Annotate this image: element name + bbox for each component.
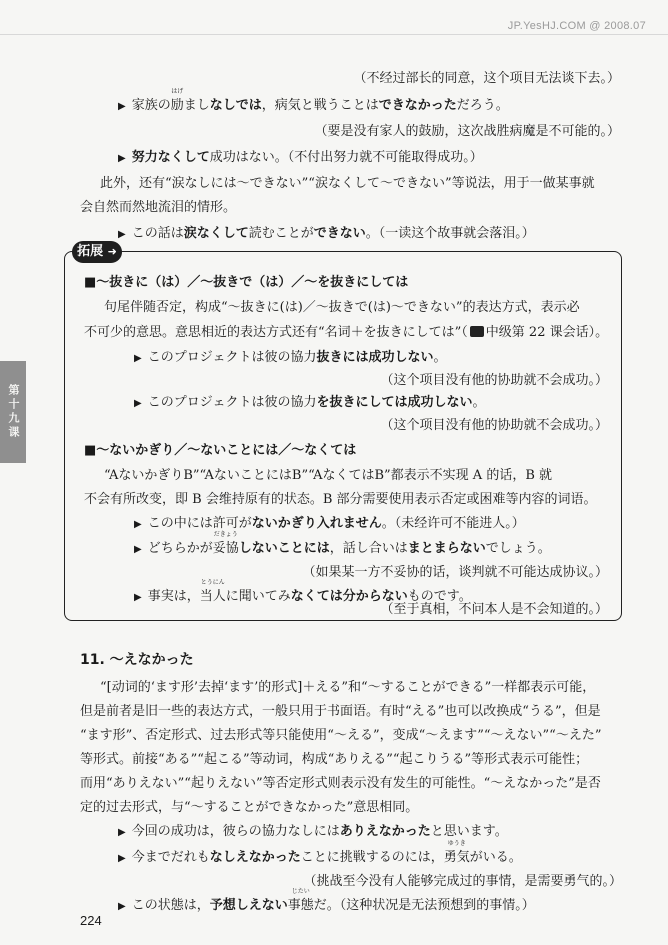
watermark-text: JP.YesHJ.COM @ 2008.07 xyxy=(507,20,646,32)
example-sentence: ▶ 事実は，当人 とうにん に聞いてみなくては分からないものです。 xyxy=(134,579,472,604)
translation-line: （如果某一方不妥协的话，谈判就不可能达成协议。） xyxy=(302,565,608,580)
box-heading: ■～ないかぎり／～ないことには／～なくては xyxy=(84,443,357,458)
paragraph-line: 等形式。前接“ある”“起こる”等动词，构成“ありえる”“起こりうる”等形式表示可能性； xyxy=(80,752,589,767)
book-reference-icon xyxy=(470,326,484,337)
paragraph-line: “[动词的‘ます形’去掉‘ます’的形式]＋える”和“～することができる”一样都表示可能， xyxy=(100,680,596,695)
translation-line: （至于真相，不问本人是不会知道的。） xyxy=(380,602,608,617)
page-number: 224 xyxy=(80,913,102,928)
paragraph-line: 句尾伴随否定，构成“～抜きに(は)／～抜きで(は)～できない”的表达方式，表示必 xyxy=(104,300,580,315)
paragraph-line: 会自然而然地流泪的情形。 xyxy=(80,200,237,215)
ruby-word: 勇気 ゆうき xyxy=(443,840,470,865)
paragraph-line: 定的过去形式，与“～することができなかった”意思相同。 xyxy=(80,800,419,815)
bullet-triangle-icon: ▶ xyxy=(134,519,142,530)
example-sentence: ▶ どちらかが妥協 だきょう しないことには，話し合いはまとまらないでしょう。 xyxy=(134,531,551,556)
translation-line: （这个项目没有他的协助就不会成功。） xyxy=(380,373,608,388)
ruby-word: 妥協 だきょう xyxy=(212,531,239,556)
paragraph-line: 但是前者是旧一些的表达方式，一般只用于书面语。有时“える”也可以改换成“うる”，但是 xyxy=(80,704,601,719)
top-divider xyxy=(0,34,668,35)
example-sentence: ▶ 今までだれもなしえなかったことに挑戦するのには，勇気 ゆうき がいる。 xyxy=(118,840,522,865)
paragraph-line: 不会有所改变，即 B 会维持原有的状态。B 部分需要使用表示否定或困难等内容的词语。 xyxy=(84,492,597,507)
paragraph-line: 不可少的意思。意思相近的表达方式还有“名词＋を抜きにしては”（ 中级第 22 课会话）。 xyxy=(84,325,609,340)
bullet-triangle-icon: ▶ xyxy=(134,353,142,364)
bullet-triangle-icon: ▶ xyxy=(134,398,142,409)
bullet-triangle-icon: ▶ xyxy=(118,827,126,838)
section-title: 11. ～えなかった xyxy=(80,652,194,668)
paragraph-line: 此外，还有“涙なしには～できない”“涙なくして～できない”等说法，用于一做某事就 xyxy=(100,176,595,191)
expansion-badge: 拓展 ➜ xyxy=(72,241,122,263)
bullet-triangle-icon: ▶ xyxy=(118,153,126,164)
bullet-triangle-icon: ▶ xyxy=(134,592,142,603)
bullet-triangle-icon: ▶ xyxy=(134,544,142,555)
translation-line: （不经过部长的同意，这个项目无法谈下去。） xyxy=(353,71,620,86)
bullet-triangle-icon: ▶ xyxy=(118,901,126,912)
example-sentence: ▶ 家族の励 はげ ましなしでは，病気と戦うことはできなかっただろう。 xyxy=(118,88,509,113)
ruby-word: 当人 とうにん xyxy=(199,579,226,604)
example-sentence: ▶ 今回の成功は，彼らの協力なしにはありえなかったと思います。 xyxy=(118,824,508,839)
arrow-icon: ➜ xyxy=(107,245,117,258)
ruby-word: 励 はげ xyxy=(170,88,184,113)
paragraph-line: “AないかぎりB”“AないことにはB”“AなくてはB”都表示不实现 A 的话，B 就 xyxy=(104,468,553,483)
bullet-triangle-icon: ▶ xyxy=(118,853,126,864)
ruby-word: 事態 じたい xyxy=(287,888,314,913)
box-heading: ■～抜きに（は）／～抜きで（は）／～を抜きにしては xyxy=(84,275,409,290)
bullet-triangle-icon: ▶ xyxy=(118,229,126,240)
paragraph-line: “ます形”、否定形式、过去形式等只能使用“～える”，变成“～えます”“～えない”“～えた” xyxy=(80,728,602,743)
example-sentence: ▶ 努力なくして成功はない。（不付出努力就不可能取得成功。） xyxy=(118,150,483,165)
example-sentence: ▶ この中には許可がないかぎり入れません。（未经许可不能进人。） xyxy=(134,516,525,531)
paragraph-line: 而用“ありえない”“起りえない”等否定形式则表示没有发生的可能性。“～えなかった”是否 xyxy=(80,776,601,791)
bullet-triangle-icon: ▶ xyxy=(118,101,126,112)
translation-line: （挑战至今没有人能够完成过的事情，是需要勇气的。） xyxy=(303,874,622,889)
translation-line: （这个项目没有他的协助就不会成功。） xyxy=(380,418,608,433)
example-sentence: ▶ この話は涙なくして読むことができない。（一读这个故事就会落泪。） xyxy=(118,226,535,241)
example-sentence: ▶ この状態は，予想しえない事態 じたい だ。（这种状况是无法预想到的事情。） xyxy=(118,888,535,913)
translation-line: （要是没有家人的鼓励，这次战胜病魔是不可能的。） xyxy=(314,124,620,139)
example-sentence: ▶ このプロジェクトは彼の協力抜きには成功しない。 xyxy=(134,350,447,365)
example-sentence: ▶ このプロジェクトは彼の協力を抜きにしては成功しない。 xyxy=(134,395,486,410)
side-chapter-tab: 第十九课 xyxy=(0,361,26,463)
